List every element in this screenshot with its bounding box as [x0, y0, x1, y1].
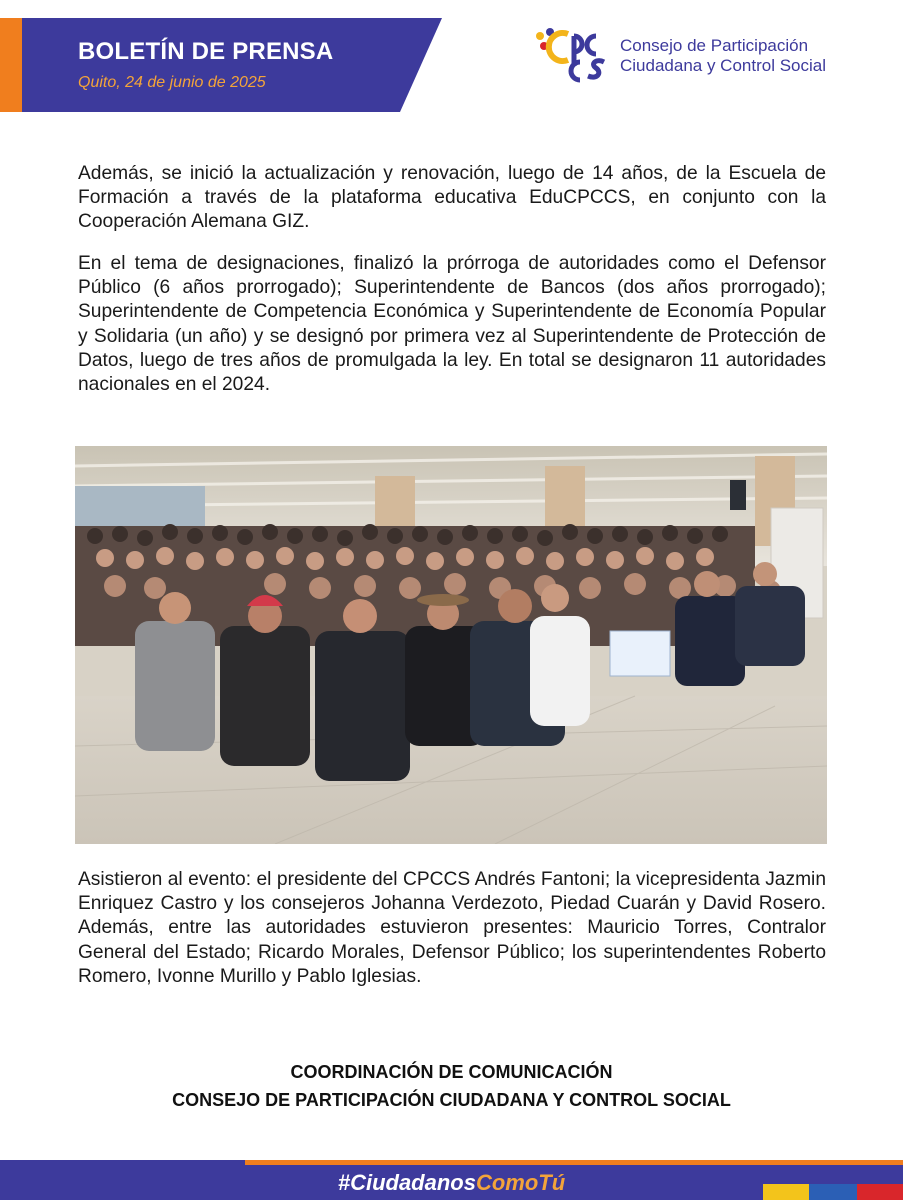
hashtag-accent: ComoTú [475, 1170, 566, 1195]
logo-line-2: Ciudadana y Control Social [620, 56, 827, 75]
cpccs-logo [530, 22, 830, 92]
bulletin-title: BOLETÍN DE PRENSA [78, 38, 334, 65]
logo-line-1: Consejo de Participación [620, 36, 809, 55]
event-photo [75, 446, 827, 844]
paragraph-2: En el tema de designaciones, finalizó la prórroga de autoridades como el Defensor Público (6 años prorrogado); Superintendente de Bancos (dos años prorrogado); Superintendente de Competencia Económica y Superintendente de Economía Popular y Solidaria (un año) y se designó por primera vez al Superintendente de Protección de Datos, luego de tres años de promulgada la ley. En total se designaron 11 autoridades nacionales en el 2024. [78, 253, 826, 396]
signoff-organization: CONSEJO DE PARTICIPACIÓN CIUDADANA Y CONTROL SOCIAL [172, 1090, 731, 1110]
cpccs-logo-text [620, 36, 826, 76]
header-orange-accent [0, 18, 24, 112]
paragraph-1: Además, se inició la actualización y renovación, luego de 14 años, de la Escuela de Formación a través de la plataforma educativa EduCPCCS, en conjunto con la Cooperación Alemana GIZ. [78, 163, 826, 233]
flag-stripes [763, 1184, 903, 1200]
event-photo-illustration [75, 446, 827, 844]
hashtag-main: #Ciudadanos [337, 1170, 476, 1195]
paragraph-3: Asistieron al evento: el presidente del CPCCS Andrés Fantoni; la vicepresidenta Jazmin Enriquez Castro y los consejeros Johanna Verdezoto, Piedad Cuarán y David Rosero. Además, entre las autoridades estuvieron presentes: Mauricio Torres, Contralor General del Estado; Ricardo Morales, Defensor Público; los superintendentes Roberto Romero, Ivonne Murillo y Pablo Iglesias. [78, 869, 826, 987]
bulletin-date: Quito, 24 de junio de 2025 [78, 74, 266, 91]
cpccs-logo-icon [530, 22, 614, 88]
signoff-department: COORDINACIÓN DE COMUNICACIÓN [290, 1062, 613, 1082]
